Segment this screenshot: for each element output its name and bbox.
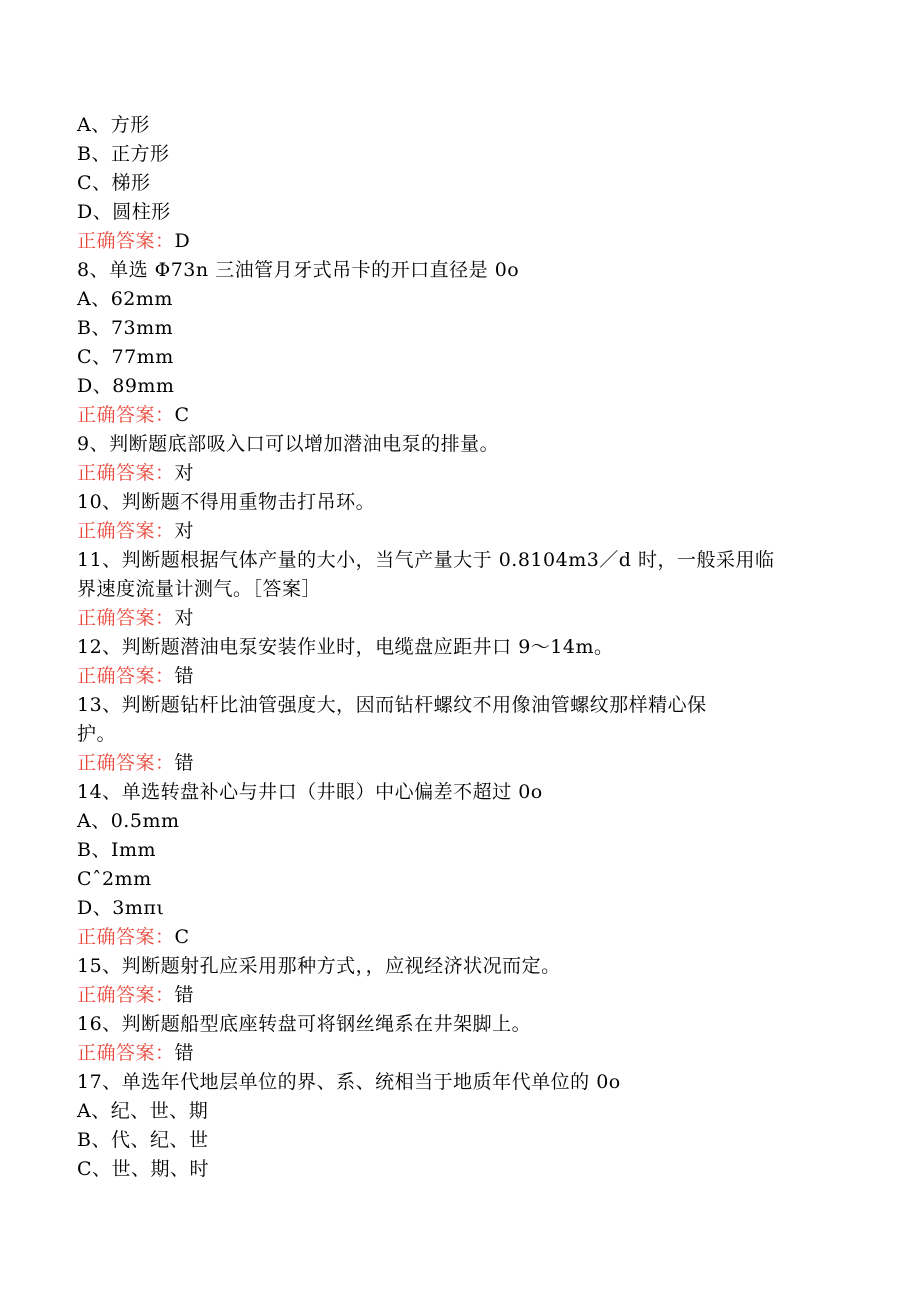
answer-label: 正确答案：	[77, 665, 175, 687]
question-line: 13、判断题钻杆比油管强度大，因而钻杆螺纹不用像油管螺纹那样精心保	[77, 694, 707, 716]
answer-line	[77, 664, 194, 688]
option-line: C、梯形	[77, 172, 151, 194]
answer-value: 对	[174, 607, 195, 629]
option-line: B、73mm	[77, 317, 174, 339]
option-line: D、3mπι	[77, 897, 165, 919]
answer-line	[77, 461, 194, 485]
answer-label: 正确答案：	[77, 230, 175, 252]
answer-line	[77, 983, 194, 1007]
answer-value: 对	[174, 520, 195, 542]
answer-line	[77, 403, 190, 427]
answer-value: C	[174, 926, 190, 948]
answer-value: 错	[174, 1042, 195, 1064]
answer-value: 错	[174, 984, 195, 1006]
option-line: A、0.5mm	[77, 810, 180, 832]
option-line: C、77mm	[77, 346, 174, 368]
question-line: 10、判断题不得用重物击打吊环。	[77, 491, 376, 513]
option-line: B、正方形	[77, 143, 170, 165]
answer-label: 正确答案：	[77, 752, 175, 774]
question-line: 9、判断题底部吸入口可以增加潜油电泵的排量。	[77, 433, 500, 455]
option-line: B、Imm	[77, 839, 157, 861]
question-line: 14、单选转盘补心与井口（井眼）中心偏差不超过 0o	[77, 781, 543, 803]
answer-value: 对	[174, 462, 195, 484]
answer-value: C	[174, 404, 190, 426]
answer-line	[77, 925, 190, 949]
answer-value: 错	[174, 665, 195, 687]
question-line: 17、单选年代地层单位的界、系、统相当于地质年代单位的 0o	[77, 1071, 621, 1093]
question-line: 8、单选 Φ73n 三油管月牙式吊卡的开口直径是 0o	[77, 259, 520, 281]
option-line: C、世、期、时	[77, 1158, 210, 1180]
answer-label: 正确答案：	[77, 404, 175, 426]
answer-label: 正确答案：	[77, 984, 175, 1006]
question-line: 15、判断题射孔应采用那种方式，，应视经济状况而定。	[77, 955, 561, 977]
option-line: Cˆ2mm	[77, 868, 152, 890]
option-line: A、纪、世、期	[77, 1100, 209, 1122]
question-line: 12、判断题潜油电泵安装作业时，电缆盘应距井口 9～14m。	[77, 636, 614, 658]
option-line: D、89mm	[77, 375, 175, 397]
question-line: 16、判断题船型底座转盘可将钢丝绳系在井架脚上。	[77, 1013, 532, 1035]
answer-line	[77, 229, 190, 253]
option-line: A、方形	[77, 114, 150, 136]
answer-label: 正确答案：	[77, 1042, 175, 1064]
answer-line	[77, 519, 194, 543]
answer-label: 正确答案：	[77, 926, 175, 948]
answer-line	[77, 751, 194, 775]
question-line-continued: 界速度流量计测气。［答案］	[77, 578, 322, 600]
question-line: 11、判断题根据气体产量的大小，当气产量大于 0.8104m3／d 时，一般采用临	[77, 549, 775, 571]
answer-line	[77, 1041, 194, 1065]
answer-value: 错	[174, 752, 195, 774]
answer-value: D	[174, 230, 191, 252]
option-line: A、62mm	[77, 288, 173, 310]
option-line: B、代、纪、世	[77, 1129, 209, 1151]
option-line: D、圆柱形	[77, 201, 171, 223]
answer-label: 正确答案：	[77, 607, 175, 629]
answer-line	[77, 606, 194, 630]
answer-label: 正确答案：	[77, 520, 175, 542]
question-line-continued: 护。	[77, 723, 117, 745]
answer-label: 正确答案：	[77, 462, 175, 484]
